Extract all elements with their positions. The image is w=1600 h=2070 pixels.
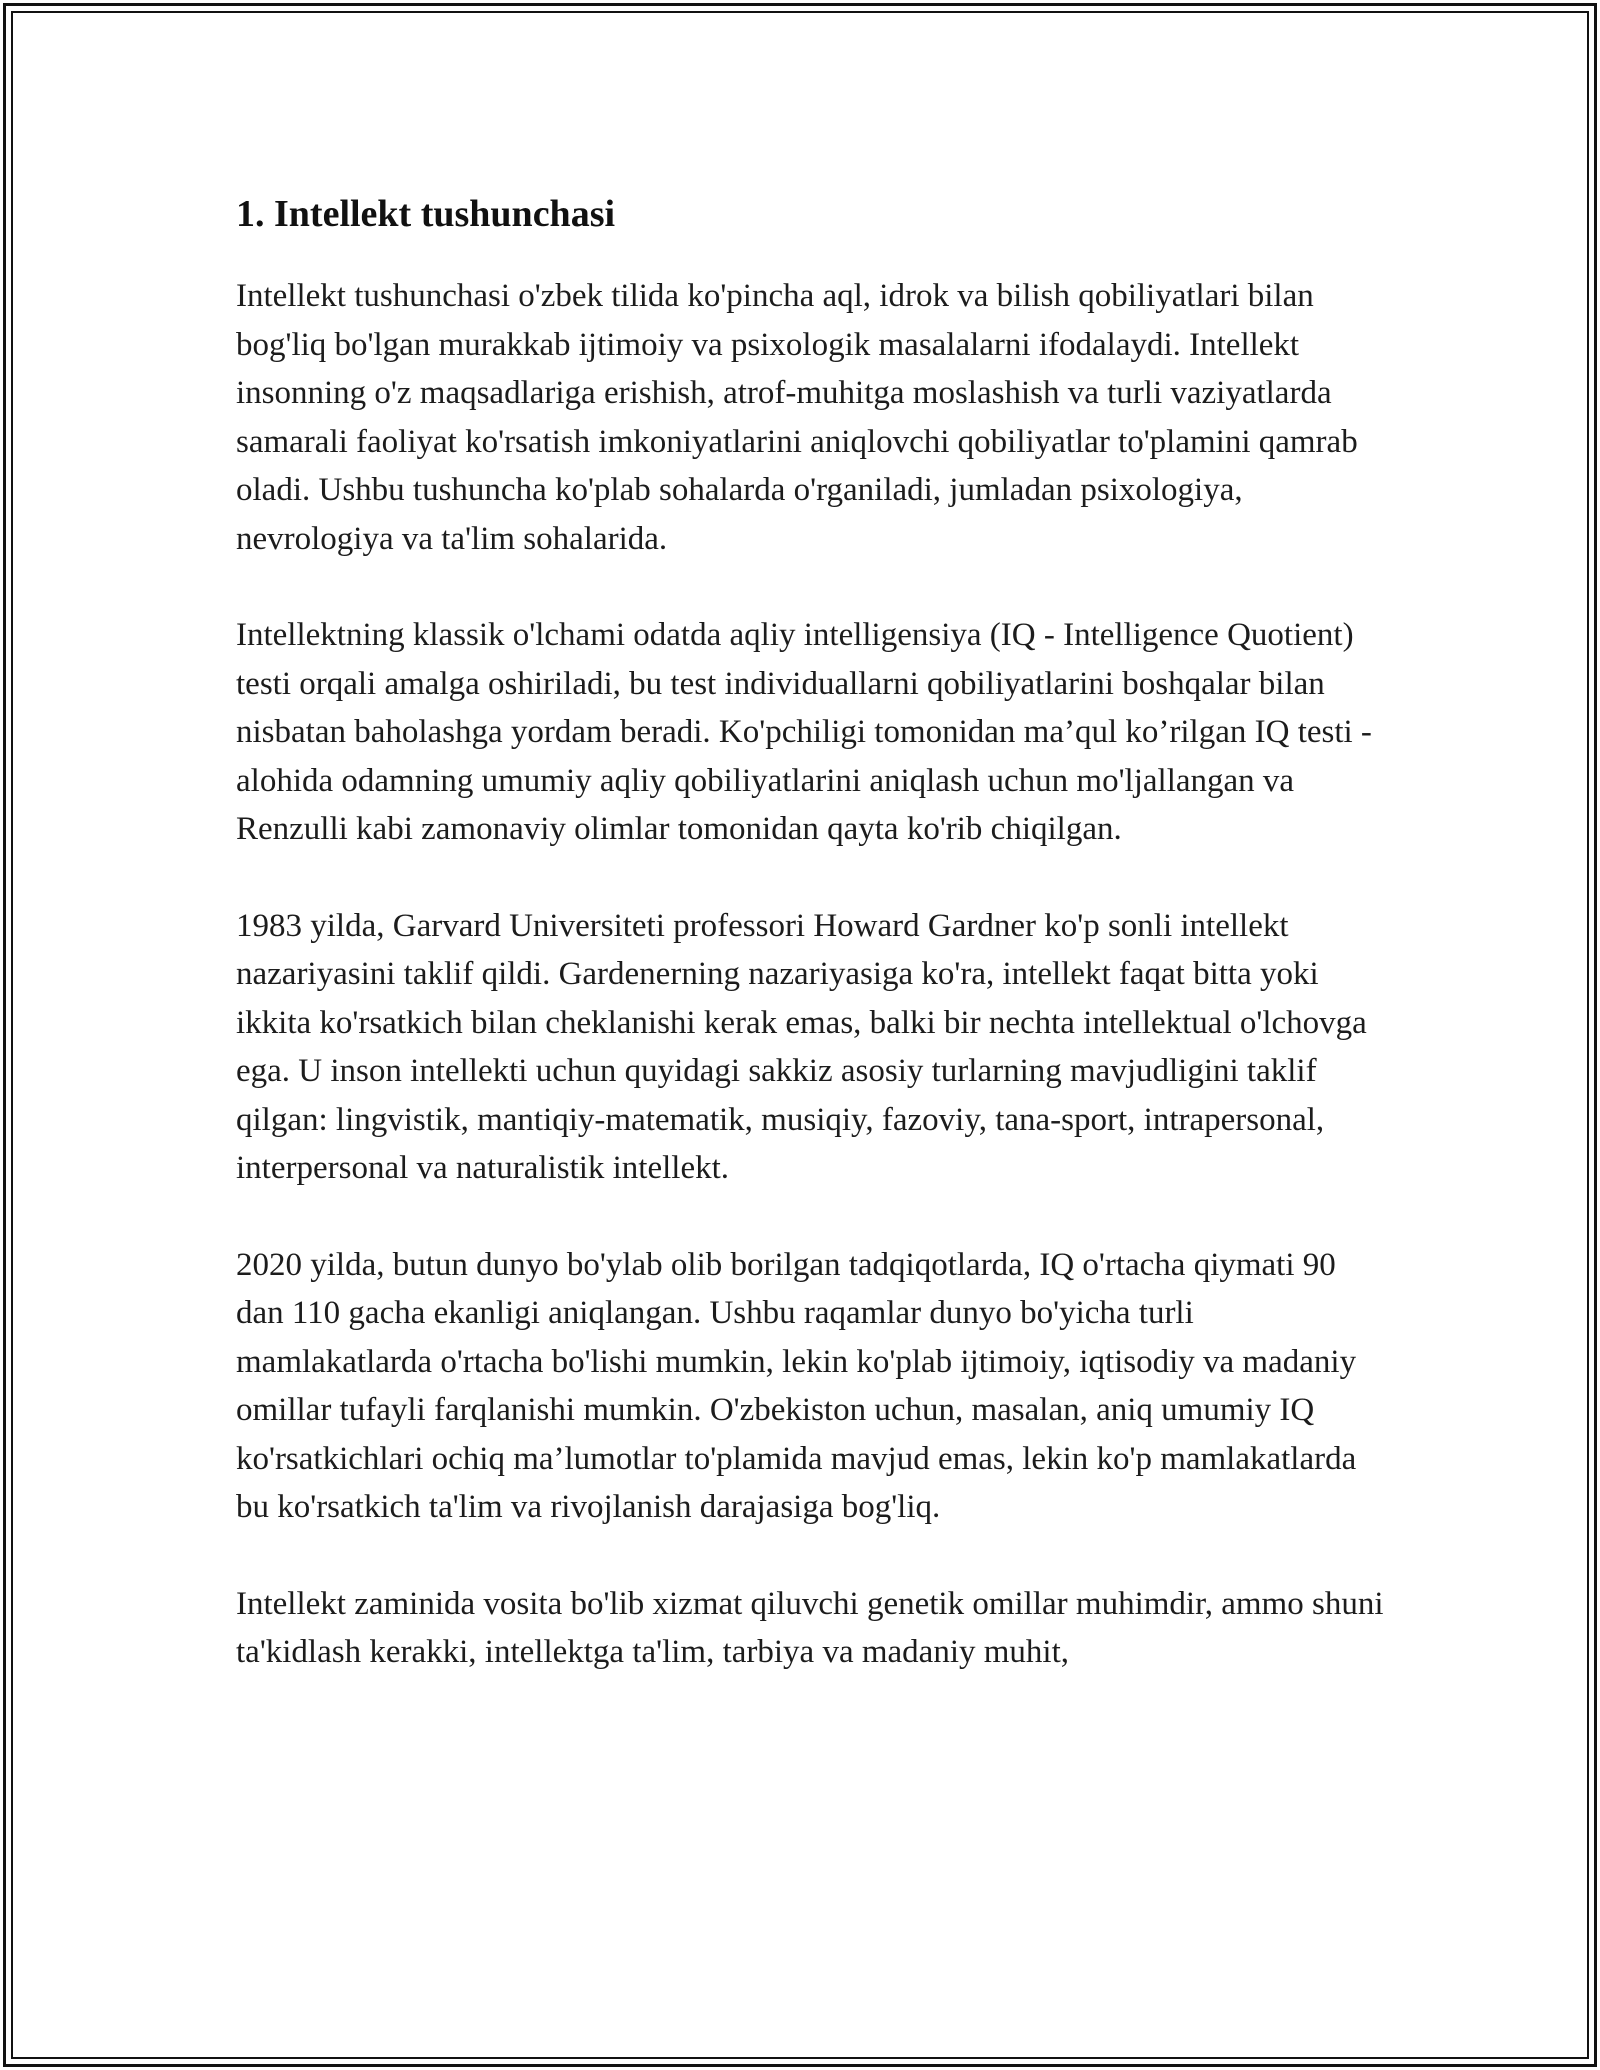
paragraph-genetic-factors: Intellekt zaminida vosita bo'lib xizmat qiluvchi genetik omillar muhimdir, ammo shuni ta'kidlash kerakki, intellektga ta'lim, tarbiya va madaniy muhit, [236, 1585, 1384, 1670]
paragraph-iq-measurement: Intellektning klassik o'lchami odatda aqliy intelligensiya (IQ - Intelligence Quotient) testi orqali amalga oshiriladi, bu test individuallarni qobiliyatlarini boshqalar bilan nisbatan baholashga yordam beradi. Ko'pchiligi tomonidan ma’qul ko’rilgan IQ testi - alohida odamning umumiy aqliy qobiliyatlarini aniqlash uchun mo'ljallangan va Renzulli kabi zamonaviy olimlar tomonidan qayta ko'rib chiqilgan. [236, 617, 1372, 847]
paragraph-intellect-definition: Intellekt tushunchasi o'zbek tilida ko'pincha aql, idrok va bilish qobiliyatlari bilan bog'liq bo'lgan murakkab ijtimoiy va psixologik masalalarni ifodalaydi. Intellekt insonning o'z maqsadlariga erishish, atrof-muhitga moslashish va turli vaziyatlarda samarali faoliyat ko'rsatish imkoniyatlarini aniqlovchi qobiliyatlar to'plamini qamrab oladi. Ushbu tushuncha ko'plab sohalarda o'rganiladi, jumladan psixologiya, nevrologiya va ta'lim sohalarida. [236, 278, 1358, 557]
paragraph-iq-statistics: 2020 yilda, butun dunyo bo'ylab olib borilgan tadqiqotlarda, IQ o'rtacha qiymati 90 dan 110 gacha ekanligi aniqlangan. Ushbu raqamlar dunyo bo'yicha turli mamlakatlarda o'rtacha bo'lishi mumkin, lekin ko'plab ijtimoiy, iqtisodiy va madaniy omillar tufayli farqlanishi mumkin. O'zbekiston uchun, masalan, aniq umumiy IQ ko'rsatkichlari ochiq ma’lumotlar to'plamida mavjud emas, lekin ko'p mamlakatlarda bu ko'rsatkich ta'lim va rivojlanish darajasiga bog'liq. [236, 1246, 1357, 1525]
paragraph-gardner-theory: 1983 yilda, Garvard Universiteti professori Howard Gardner ko'p sonli intellekt nazariyasini taklif qildi. Gardenerning nazariyasiga ko'ra, intellekt faqat bitta yoki ikkita ko'rsatkich bilan cheklanishi kerak emas, balki bir nechta intellektual o'lchovga ega. U inson intellekti uchun quyidagi sakkiz asosiy turlarning mavjudligini taklif qilgan: lingvistik, mantiqiy-matematik, musiqiy, fazoviy, tana-sport, intrapersonal, interpersonal va naturalistik intellekt. [236, 907, 1367, 1186]
section-heading: 1. Intellekt tushunchasi [236, 193, 616, 235]
document-body [236, 186, 1386, 1725]
